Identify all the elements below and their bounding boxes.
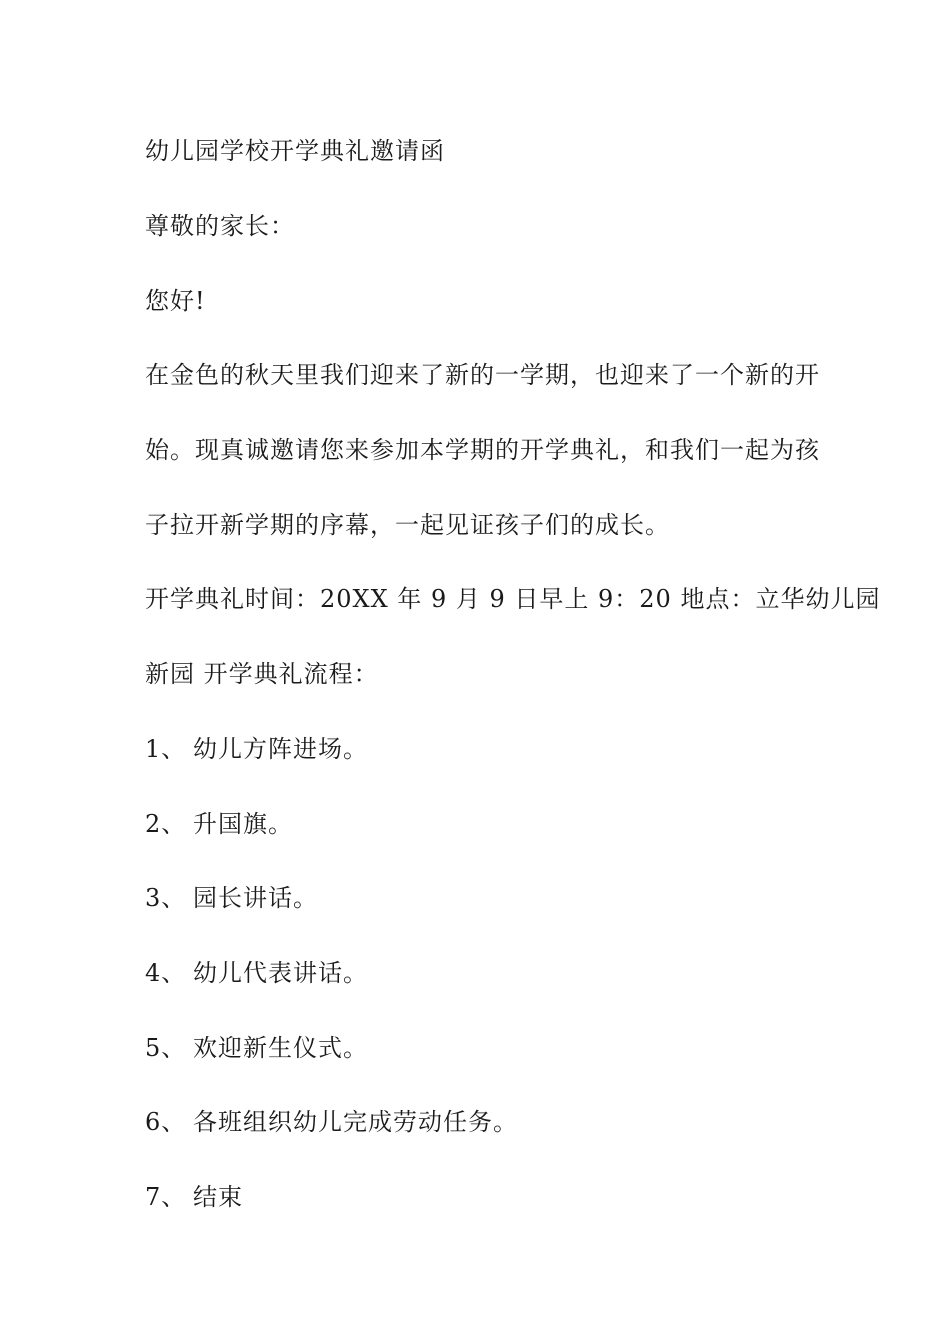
program-item-text: 升国旗。 — [193, 810, 293, 838]
program-item-number: 7、 — [145, 1183, 187, 1211]
program-item — [145, 1181, 825, 1213]
body-line-1: 在金色的秋天里我们迎来了新的一学期，也迎来了一个新的开 — [145, 361, 820, 389]
program-item — [145, 882, 825, 914]
event-details-line-2: 新园 开学典礼流程： — [145, 660, 379, 688]
program-item-text: 欢迎新生仪式。 — [193, 1034, 368, 1062]
salutation: 尊敬的家长： — [145, 212, 295, 240]
program-item-text: 结束 — [193, 1183, 243, 1211]
program-item-number: 6、 — [145, 1108, 187, 1136]
program-item — [145, 733, 825, 765]
program-item — [145, 808, 825, 840]
event-details-line-1: 开学典礼时间：20XX 年 9 月 9 日早上 9：20 地点：立华幼儿园 — [145, 585, 881, 613]
program-item-text: 幼儿方阵进场。 — [193, 735, 368, 763]
program-item-text: 幼儿代表讲话。 — [193, 959, 368, 987]
program-item-number: 3、 — [145, 884, 187, 912]
program-item-text: 园长讲话。 — [193, 884, 318, 912]
body-line-2: 始。现真诚邀请您来参加本学期的开学典礼，和我们一起为孩 — [145, 436, 820, 464]
body-line-3: 子拉开新学期的序幕，一起见证孩子们的成长。 — [145, 511, 670, 539]
program-item — [145, 1106, 825, 1138]
program-item — [145, 957, 825, 989]
greeting: 您好! — [145, 287, 206, 315]
program-item — [145, 1032, 825, 1064]
program-item-number: 4、 — [145, 959, 187, 987]
program-item-number: 5、 — [145, 1034, 187, 1062]
program-item-text: 各班组织幼儿完成劳动任务。 — [193, 1108, 518, 1136]
program-item-number: 1、 — [145, 735, 187, 763]
document-title: 幼儿园学校开学典礼邀请函 — [145, 137, 445, 165]
program-item-number: 2、 — [145, 810, 187, 838]
